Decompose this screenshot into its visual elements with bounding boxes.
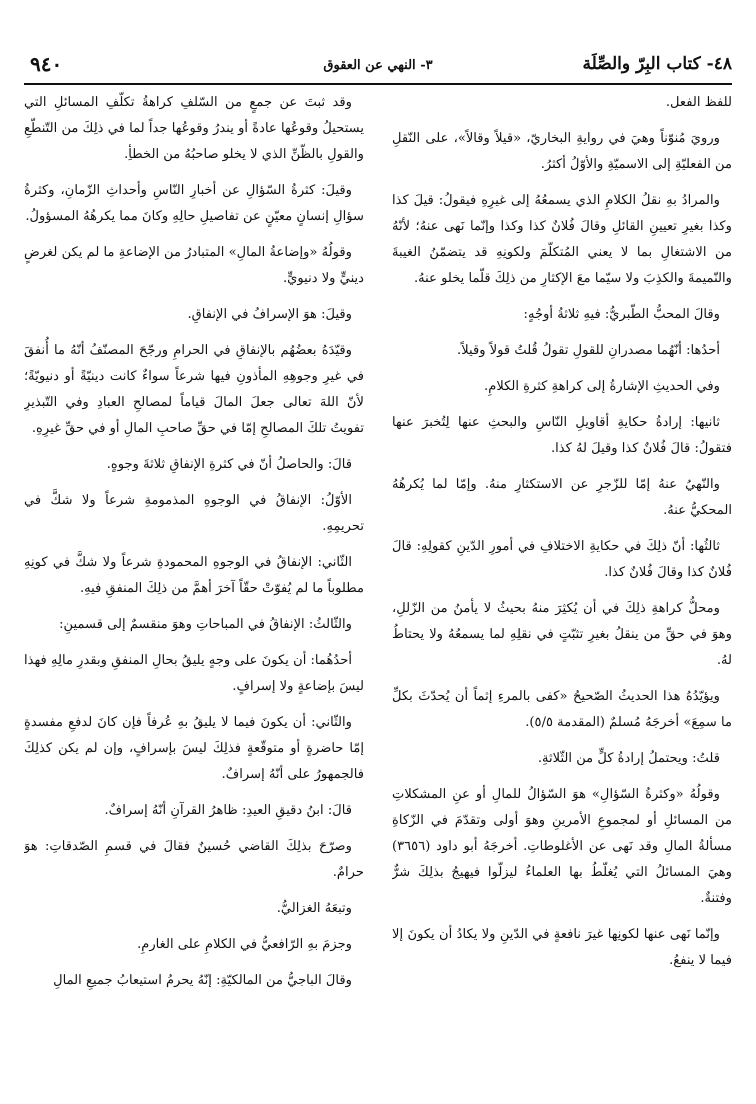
paragraph: وقيّدَهُ بعضُهُم بالإنفاقِ في الحرامِ ورجّحَ المصنّفُ أنّهُ ما أُنفقَ في غيرِ وجوهِهِ المأذونِ فيها شرعاً سواءٌ كانت دينيّةً أو دنيويّةً؛ لأنّ اللهَ تعالى جعلَ المالَ قياماً لمصالحِ العبادِ وفي التّبذيرِ تفويتُ تلكَ المصالحِ إمّا في حقِّ صاحبِ المالِ أو في حقِّ غيرِهِ. [24,343,364,436]
book-title: ٤٨- كتاب البِرّ والصِّلَة [582,54,732,74]
paragraph: للفظ الفعل. [665,95,732,110]
paragraph: قالَ: والحاصلُ أنّ في كثرةِ الإنفاقِ ثلاثةَ وجوهٍ. [106,457,352,472]
paragraph: والثّاني: أن يكونَ فيما لا يليقُ بهِ عُرفاً فإن كانَ لدفعِ مفسدةٍ إمّا حاضرةٍ أو متوقّعةٍ فذلِكَ ليسَ بإسرافٍ، وإن لم يكن كذلِكَ فالجمهورُ على أنّهُ إسرافٌ. [24,715,364,782]
paragraph: وقيلَ: هوَ الإسرافُ في الإنفاقِ. [187,307,352,322]
paragraph: وقولُهُ «وكثرةُ السّؤالِ» هوَ السّؤالُ للمالِ أو عنِ المشكلاتِ من المسائلِ أو لمجموعِ الأمرينِ وهوَ أولى وتقدّمَ في الزّكاةِ مسألةُ المالِ وقد نَهى عن الأغلوطاتِ. أخرجَهُ أبو داود (٣٦٥٦) وهيَ المسائلُ التي يُغلّطُ بها العلماءُ ليزلّوا فيهيجُ بذلِكَ شرٌّ وفتنةٌ. [392,787,732,906]
paragraph: ومحلُّ كراهةِ ذلِكَ في أن يُكثِرَ منهُ بحيثُ لا يأمنُ من الزّللِ، وهوَ في حقِّ من ينقلُ بغيرِ تثبّتٍ في نقلِهِ لما يسمعُهُ ولا يحتاطُ لهُ. [392,601,732,668]
paragraph: قلتُ: ويحتملُ إرادةُ كلٍّ من الثّلاثةِ. [537,751,720,766]
paragraph: وقولُهُ «وإضاعةُ المالِ» المتبادرُ من الإضاعةِ ما لم يكن لغرضٍ دينيٍّ ولا دنيويٍّ. [24,245,364,286]
paragraph: ثانيها: إرادةُ حكايةِ أقاويلِ النّاسِ والبحثِ عنها لِتُخبرَ عنها فتقولُ: قالَ فُلانٌ كذا وقيلَ لهُ كذا. [392,415,732,456]
left-column [24,90,364,1090]
paragraph: الأوّلُ: الإنفاقُ في الوجوهِ المذمومةِ شرعاً ولا شكَّ في تحريمِهِ. [24,493,364,534]
paragraph: والنّهيُ عنهُ إمّا للزّجرِ عن الاستكثارِ منهُ. وإمّا لما يُكرهُهُ المحكيُّ عنهُ. [392,477,732,518]
paragraph: وجزمَ بهِ الرّافعيُّ في الكلامِ على الغارمِ. [137,937,352,952]
paragraph: والمرادُ بهِ نقلُ الكلامِ الذي يسمعُهُ إلى غيرِهِ فيقولُ: قيلَ كذا وكذا بغيرِ تعيينِ القائلِ وقالَ فُلانٌ كذا وكذا وإنّما نَهى عنهُ؛ لأنّهُ من الاشتغالِ بما لا يعني المُتكلّمَ ولكونِهِ قد يتضمّنُ الغيبةَ والنّميمةَ والكذِبَ ولا سيّما معَ الإكثارِ من ذلِكَ قلّما يخلو عنهُ. [392,193,732,286]
paragraph: أحدُها: أنّهُما مصدرانِ للقولِ تقولُ قُلتُ قولاً وقيلاً. [457,343,720,358]
paragraph: وفي الحديثِ الإشارةُ إلى كراهةِ كثرةِ الكلامِ. [484,379,720,394]
paragraph: وإنّما نَهى عنها لكونِها غيرَ نافعةٍ في الدّينِ ولا يكادُ أن يكونَ إلا فيما لا ينفعُ. [392,927,732,968]
paragraph: وقالَ الباجيُّ من المالكيّةِ: إنّهُ يحرمُ استيعابُ جميعِ المالِ [53,973,352,988]
page-header [24,52,732,82]
paragraph: ويؤيّدُهُ هذا الحديثُ الصّحيحُ «كفى بالمرءِ إثماً أن يُحدّثَ بكلِّ ما سمِعَ» أخرجَهُ مُسلمٌ (المقدمة ٥/٥). [392,689,732,730]
chapter-title: ٣- النهي عن العقوق [323,58,433,73]
paragraph: وتبعَهُ الغزاليُّ. [276,901,352,916]
paragraph: وقيلَ: كثرةُ السّؤالِ عن أخبارِ النّاسِ وأحداثِ الزّمانِ، وكثرةُ سؤالِ إنسانٍ معيّنٍ عن تفاصيلِ حالِهِ وكانَ مما يكرهُهُ المسؤولُ. [24,183,364,224]
header-rule [24,83,732,85]
paragraph: الثّاني: الإنفاقُ في الوجوهِ المحمودةِ شرعاً ولا شكَّ في كونِهِ مطلوباً ما لم يُفوّتْ حقّاً آخرَ أهمَّ من ذلِكَ المنفقِ فيهِ. [24,555,364,596]
paragraph: وصرّحَ بذلِكَ القاضي حُسينٌ فقالَ في قسمِ الصّدقاتِ: هوَ حرامٌ. [24,839,364,880]
paragraph: ورويَ مُنوّناً وهيَ في روايةِ البخاريّ، «قيلاً وقالاً»، على النّقلِ من الفعليّةِ إلى الاسميّةِ والأوّلُ أكثرُ. [392,131,732,172]
paragraph: ثالثُها: أنّ ذلِكَ في حكايةِ الاختلافِ في أمورِ الدّينِ كقولِهِ: قالَ فُلانٌ كذا وقالَ فُلانٌ كذا. [392,539,732,580]
paragraph: قالَ: ابنُ دقيقِ العيدِ: ظاهرُ القرآنِ أنّهُ إسرافٌ. [104,803,352,818]
page-number: ٩٤٠ [30,52,63,76]
paragraph: وقالَ المحبُّ الطّبريُّ: فيهِ ثلاثةُ أوجُهٍ: [523,307,720,322]
right-column [392,90,732,1090]
paragraph: أحدُهُما: أن يكونَ على وجهٍ يليقُ بحالِ المنفقِ وبقدرِ مالِهِ فهذا ليسَ بإضاعةٍ ولا إسرافٍ. [24,653,364,694]
paragraph: والثّالثُ: الإنفاقُ في المباحاتِ وهوَ منقسمٌ إلى قسمينِ: [59,617,352,632]
paragraph: وقد ثبتَ عن جمعٍ من السّلفِ كراهةُ تكلّفِ المسائلِ التي يستحيلُ وقوعُها عادةً أو يندرُ وقوعُها جداً لما في ذلِكَ من التّنطّعِ والقولِ بالظّنِّ الذي لا يخلو صاحبُهُ من الخطأِ. [24,95,364,162]
